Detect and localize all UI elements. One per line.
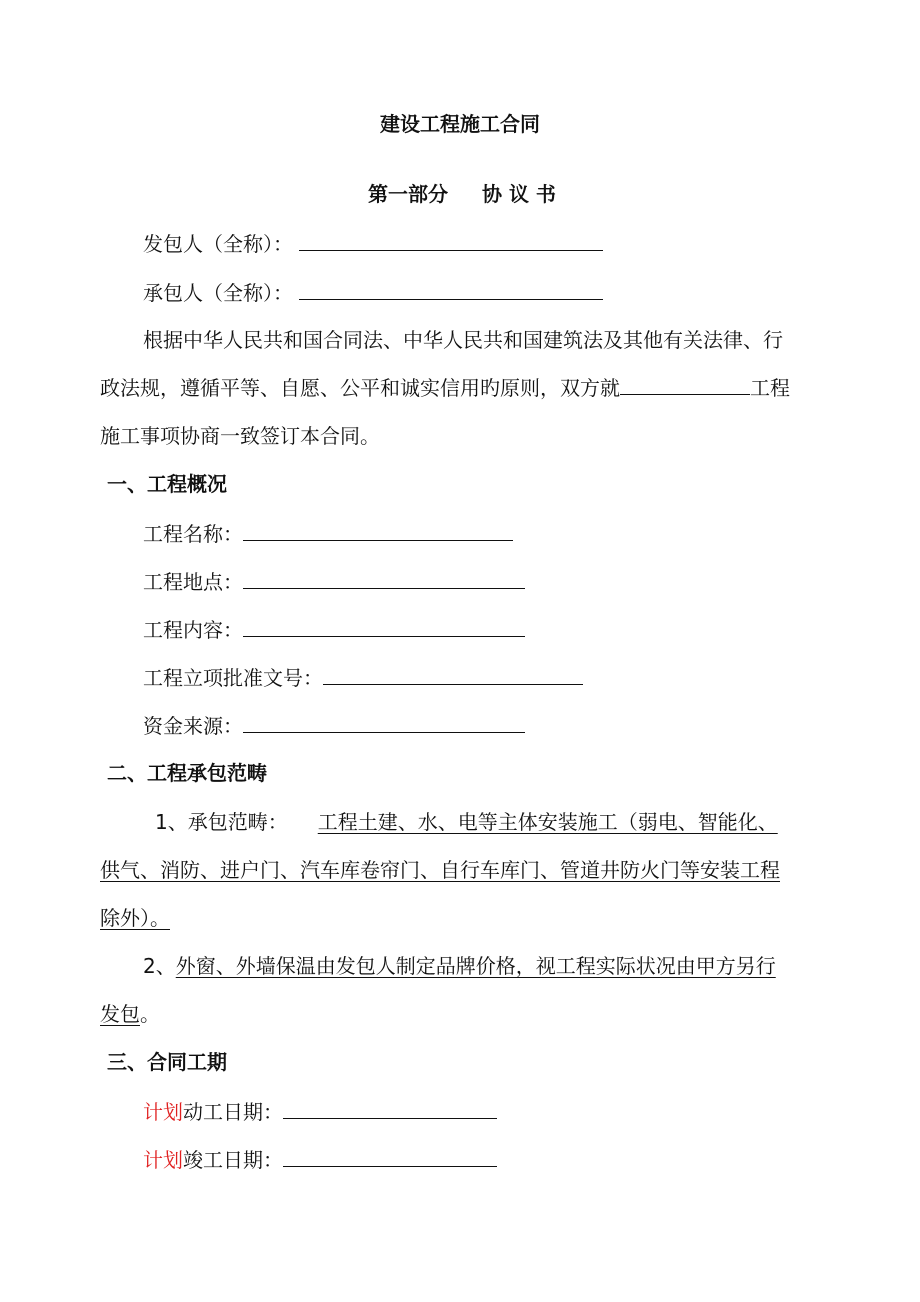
scope-item-1-line-3: [100, 904, 170, 932]
end-label: 竣工日期：: [183, 1148, 283, 1172]
end-date-blank: [283, 1144, 497, 1167]
part-heading: [368, 180, 556, 208]
contractor-blank: [299, 277, 603, 300]
contractor-label: 承包人（全称）：: [143, 281, 293, 305]
scope-item-1-text-2: 供气、消防、进户门、汽车库卷帘门、自行车库门、管道井防火门等安装工程: [100, 858, 780, 882]
plan-word: 计划: [143, 1148, 183, 1172]
field-label: 工程名称：: [143, 522, 243, 546]
field-funding-source: [143, 710, 525, 740]
section1-heading: 一、工程概况: [107, 472, 227, 496]
employer-row: [143, 228, 603, 258]
field-blank: [323, 662, 583, 685]
scope-item-2-text-2: 发包: [100, 1002, 140, 1026]
employer-blank: [299, 228, 603, 251]
section3-heading: 三、合同工期: [107, 1050, 227, 1074]
contractor-row: [143, 277, 603, 307]
employer-label: 发包人（全称）：: [143, 232, 293, 256]
plan-word: 计划: [143, 1100, 183, 1124]
scope-item-1-line-1: [155, 808, 778, 836]
scope-item-2-line-1: [143, 952, 776, 980]
scope-item-1-line-2: [100, 856, 780, 884]
start-label: 动工日期：: [183, 1100, 283, 1124]
start-date-blank: [283, 1096, 497, 1119]
field-project-name: [143, 518, 513, 548]
part-name: 协 议 书: [482, 182, 556, 206]
intro-line-2-text: 政法规，遵循平等、自愿、公平和诚实信用旳原则，双方就: [100, 376, 620, 400]
field-blank: [243, 566, 525, 589]
planned-start-row: [143, 1096, 497, 1126]
section2-heading: 二、工程承包范畴: [107, 761, 267, 785]
field-label: 工程立项批准文号：: [143, 666, 323, 690]
field-label: 资金来源：: [143, 714, 243, 738]
part-label: 第一部分: [368, 182, 448, 206]
document-title: 建设工程施工合同: [380, 112, 540, 136]
project-blank: [620, 376, 750, 395]
field-label: 工程地点：: [143, 570, 243, 594]
intro-line-2: [100, 374, 790, 402]
scope-item-1-prefix: 1、承包范畴：: [155, 810, 288, 834]
scope-item-1-text-3: 除外）。: [100, 906, 170, 930]
field-project-content: [143, 614, 525, 644]
scope-item-2-prefix: 2、: [143, 954, 176, 978]
scope-item-1-text: 工程土建、水、电等主体安装施工（弱电、智能化、: [317, 810, 778, 834]
scope-item-2-end: 。: [140, 1002, 160, 1026]
field-approval-number: [143, 662, 583, 692]
field-blank: [243, 518, 513, 541]
intro-line-3: 施工事项协商一致签订本合同。: [100, 424, 380, 448]
scope-item-2-text: 外窗、外墙保温由发包人制定品牌价格，视工程实际状况由甲方另行: [175, 954, 776, 978]
field-label: 工程内容：: [143, 618, 243, 642]
intro-line-2-end: 工程: [750, 376, 790, 400]
scope-item-2-line-2: [100, 1000, 160, 1028]
field-blank: [243, 614, 525, 637]
intro-line-1: 根据中华人民共和国合同法、中华人民共和国建筑法及其他有关法律、行: [143, 328, 783, 352]
field-blank: [243, 710, 525, 733]
planned-end-row: [143, 1144, 497, 1174]
field-project-location: [143, 566, 525, 596]
